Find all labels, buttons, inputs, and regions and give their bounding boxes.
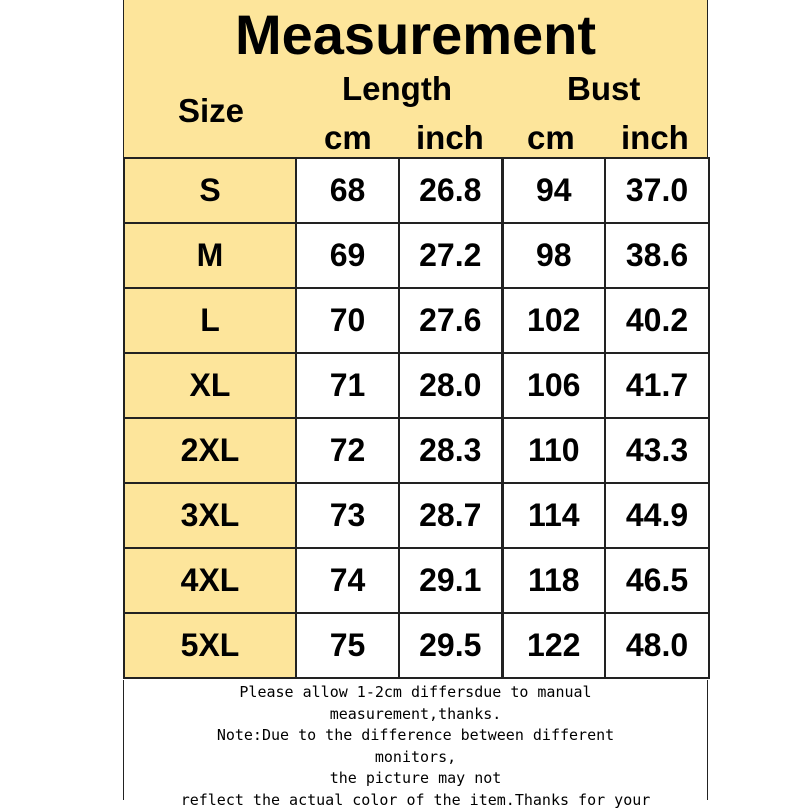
length-inch-cell: 28.3 [399, 418, 502, 483]
length-inch-cell: 29.5 [399, 613, 502, 678]
bust-inch-cell: 44.9 [605, 483, 709, 548]
bust-inch-cell: 46.5 [605, 548, 709, 613]
note-line: reflect the actual color of the item.Thanks for your [124, 790, 707, 811]
bust-cm-cell: 106 [502, 353, 605, 418]
length-inch-cell: 27.6 [399, 288, 502, 353]
bust-cm-cell: 118 [502, 548, 605, 613]
size-chart [123, 0, 708, 800]
length-inch-cell: 27.2 [399, 223, 502, 288]
size-cell: L [124, 288, 296, 353]
table-row [124, 483, 709, 548]
table-row [124, 548, 709, 613]
length-column-header: Length [342, 70, 452, 108]
measurement-note [123, 680, 708, 800]
length-cm-cell: 68 [296, 158, 399, 223]
bust-inch-cell: 37.0 [605, 158, 709, 223]
size-cell: XL [124, 353, 296, 418]
length-cm-unit: cm [324, 119, 372, 157]
bust-cm-cell: 98 [502, 223, 605, 288]
measurement-table [123, 157, 710, 679]
bust-cm-cell: 94 [502, 158, 605, 223]
note-line: the picture may not [124, 768, 707, 790]
bust-column-header: Bust [567, 70, 640, 108]
size-cell: S [124, 158, 296, 223]
bust-cm-unit: cm [527, 119, 575, 157]
length-cm-cell: 71 [296, 353, 399, 418]
length-inch-unit: inch [416, 119, 484, 157]
length-cm-cell: 72 [296, 418, 399, 483]
table-row [124, 158, 709, 223]
length-cm-cell: 73 [296, 483, 399, 548]
table-row [124, 418, 709, 483]
note-line: Please allow 1-2cm differsdue to manual [124, 682, 707, 704]
length-cm-cell: 75 [296, 613, 399, 678]
bust-inch-cell: 43.3 [605, 418, 709, 483]
size-column-header: Size [178, 92, 244, 130]
note-line: Note:Due to the difference between different [124, 725, 707, 747]
bust-cm-cell: 114 [502, 483, 605, 548]
size-cell: 4XL [124, 548, 296, 613]
table-row [124, 223, 709, 288]
length-cm-cell: 74 [296, 548, 399, 613]
length-cm-cell: 70 [296, 288, 399, 353]
table-row [124, 353, 709, 418]
length-inch-cell: 26.8 [399, 158, 502, 223]
bust-inch-unit: inch [621, 119, 689, 157]
note-line: monitors, [124, 747, 707, 769]
bust-inch-cell: 41.7 [605, 353, 709, 418]
bust-cm-cell: 110 [502, 418, 605, 483]
bust-inch-cell: 40.2 [605, 288, 709, 353]
length-inch-cell: 28.0 [399, 353, 502, 418]
size-cell: 5XL [124, 613, 296, 678]
size-cell: M [124, 223, 296, 288]
length-inch-cell: 29.1 [399, 548, 502, 613]
size-cell: 2XL [124, 418, 296, 483]
length-cm-cell: 69 [296, 223, 399, 288]
chart-title: Measurement [124, 2, 707, 67]
bust-cm-cell: 122 [502, 613, 605, 678]
length-inch-cell: 28.7 [399, 483, 502, 548]
chart-header [123, 0, 708, 158]
table-row [124, 613, 709, 678]
bust-inch-cell: 38.6 [605, 223, 709, 288]
bust-inch-cell: 48.0 [605, 613, 709, 678]
note-line: measurement,thanks. [124, 704, 707, 726]
table-row [124, 288, 709, 353]
bust-cm-cell: 102 [502, 288, 605, 353]
size-cell: 3XL [124, 483, 296, 548]
